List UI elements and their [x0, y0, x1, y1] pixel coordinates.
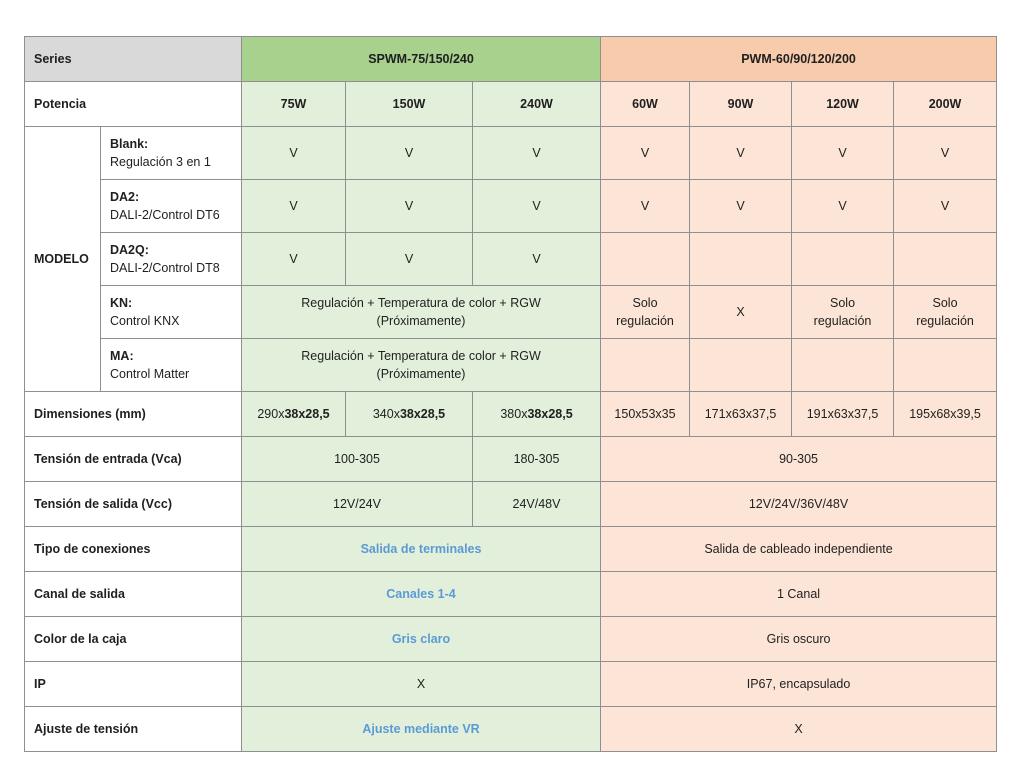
support-cell: V: [690, 127, 792, 180]
potencia-cell: 240W: [473, 82, 601, 127]
empty-cell: [601, 233, 690, 286]
potencia-label: Potencia: [25, 82, 242, 127]
empty-cell: [894, 339, 997, 392]
empty-cell: [690, 233, 792, 286]
cell-line: Regulación + Temperatura de color + RGW: [301, 349, 541, 363]
cell-line: regulación: [916, 314, 974, 328]
color-caja-row: [25, 617, 997, 662]
empty-cell: [601, 339, 690, 392]
cell-line: Regulación + Temperatura de color + RGW: [301, 296, 541, 310]
support-cell: V: [601, 180, 690, 233]
modelo-kn-label: [101, 286, 242, 339]
dimension-bold: 38x28,5: [399, 407, 446, 421]
tension-entrada-orange: 90-305: [601, 437, 997, 482]
empty-cell: [792, 233, 894, 286]
modelo-ma-row: [25, 339, 997, 392]
cell-line: (Próximamente): [376, 314, 466, 328]
cell-line: Solo: [932, 296, 958, 310]
dimension-bold: 38x28,5: [284, 407, 330, 421]
dimension-bold: 38x28,5: [527, 407, 573, 421]
conexiones-green: Salida de terminales: [242, 527, 601, 572]
cell-line: Solo: [830, 296, 856, 310]
model-code: DA2:: [110, 190, 140, 204]
dimension-prefix: 340x: [372, 407, 400, 421]
tension-salida-label: Tensión de salida (Vcc): [25, 482, 242, 527]
modelo-kn-row: [25, 286, 997, 339]
support-cell: V: [473, 127, 601, 180]
series-orange-header: PWM-60/90/120/200: [601, 37, 997, 82]
dimension-cell: 150x53x35: [601, 392, 690, 437]
ip-orange: IP67, encapsulado: [601, 662, 997, 707]
tension-salida-orange: 12V/24V/36V/48V: [601, 482, 997, 527]
dimension-prefix: 290x: [257, 407, 285, 421]
kn-orange-cell: [894, 286, 997, 339]
ma-green-cell: [242, 339, 601, 392]
cell-line: regulación: [813, 314, 872, 328]
ajuste-row: [25, 707, 997, 752]
spec-table-wrapper: [24, 36, 997, 752]
support-cell: V: [346, 127, 473, 180]
model-code: Blank:: [110, 137, 149, 151]
conexiones-label: Tipo de conexiones: [25, 527, 242, 572]
potencia-cell: 120W: [792, 82, 894, 127]
modelo-da2-label: [101, 180, 242, 233]
potencia-cell: 90W: [690, 82, 792, 127]
support-cell: V: [690, 180, 792, 233]
potencia-cell: 200W: [894, 82, 997, 127]
ajuste-green: Ajuste mediante VR: [242, 707, 601, 752]
modelo-blank-label: [101, 127, 242, 180]
color-caja-label: Color de la caja: [25, 617, 242, 662]
tension-salida-green-a: 12V/24V: [242, 482, 473, 527]
modelo-label: MODELO: [25, 127, 101, 392]
conexiones-orange: Salida de cableado independiente: [601, 527, 997, 572]
potencia-cell: 150W: [346, 82, 473, 127]
empty-cell: [894, 233, 997, 286]
potencia-row: [25, 82, 997, 127]
support-cell: V: [473, 233, 601, 286]
support-cell: V: [792, 180, 894, 233]
dimension-cell: 191x63x37,5: [792, 392, 894, 437]
support-cell: V: [894, 127, 997, 180]
cell-line: Solo: [632, 296, 658, 310]
canal-green: Canales 1-4: [242, 572, 601, 617]
support-cell: V: [346, 180, 473, 233]
dimension-cell: [473, 392, 601, 437]
support-cell: V: [601, 127, 690, 180]
dimension-prefix: 380x: [500, 407, 528, 421]
spec-table: [24, 36, 997, 752]
modelo-ma-label: [101, 339, 242, 392]
kn-orange-cell: [601, 286, 690, 339]
cell-line: regulación: [616, 314, 674, 328]
support-cell: V: [346, 233, 473, 286]
color-caja-green: Gris claro: [242, 617, 601, 662]
tension-entrada-label: Tensión de entrada (Vca): [25, 437, 242, 482]
model-code: KN:: [110, 296, 133, 310]
series-green-header: SPWM-75/150/240: [242, 37, 601, 82]
dimension-cell: 195x68x39,5: [894, 392, 997, 437]
color-caja-orange: Gris oscuro: [601, 617, 997, 662]
dimension-cell: [346, 392, 473, 437]
tension-salida-green-b: 24V/48V: [473, 482, 601, 527]
cell-line: (Próximamente): [376, 367, 466, 381]
potencia-cell: 60W: [601, 82, 690, 127]
tension-entrada-green-b: 180-305: [473, 437, 601, 482]
kn-orange-cell: X: [690, 286, 792, 339]
model-code: DA2Q:: [110, 243, 149, 257]
support-cell: V: [242, 127, 346, 180]
empty-cell: [792, 339, 894, 392]
model-description: Control KNX: [110, 314, 180, 328]
model-description: DALI-2/Control DT6: [110, 208, 220, 222]
potencia-cell: 75W: [242, 82, 346, 127]
dimensiones-label: Dimensiones (mm): [25, 392, 242, 437]
ip-row: [25, 662, 997, 707]
model-description: Regulación 3 en 1: [110, 155, 211, 169]
model-description: DALI-2/Control DT8: [110, 261, 220, 275]
canal-orange: 1 Canal: [601, 572, 997, 617]
modelo-da2q-row: [25, 233, 997, 286]
model-description: Control Matter: [110, 367, 190, 381]
dimension-cell: 171x63x37,5: [690, 392, 792, 437]
tension-salida-row: [25, 482, 997, 527]
kn-green-cell: [242, 286, 601, 339]
dimension-cell: [242, 392, 346, 437]
support-cell: V: [792, 127, 894, 180]
series-row: [25, 37, 997, 82]
support-cell: V: [894, 180, 997, 233]
model-code: MA:: [110, 349, 134, 363]
canal-row: [25, 572, 997, 617]
ajuste-orange: X: [601, 707, 997, 752]
modelo-blank-row: [25, 127, 997, 180]
ajuste-label: Ajuste de tensión: [25, 707, 242, 752]
support-cell: V: [242, 233, 346, 286]
tension-entrada-green-a: 100-305: [242, 437, 473, 482]
series-label: Series: [25, 37, 242, 82]
ip-label: IP: [25, 662, 242, 707]
tension-entrada-row: [25, 437, 997, 482]
modelo-da2q-label: [101, 233, 242, 286]
conexiones-row: [25, 527, 997, 572]
support-cell: V: [242, 180, 346, 233]
ip-green: X: [242, 662, 601, 707]
empty-cell: [690, 339, 792, 392]
modelo-da2-row: [25, 180, 997, 233]
dimensiones-row: [25, 392, 997, 437]
canal-label: Canal de salida: [25, 572, 242, 617]
support-cell: V: [473, 180, 601, 233]
kn-orange-cell: [792, 286, 894, 339]
